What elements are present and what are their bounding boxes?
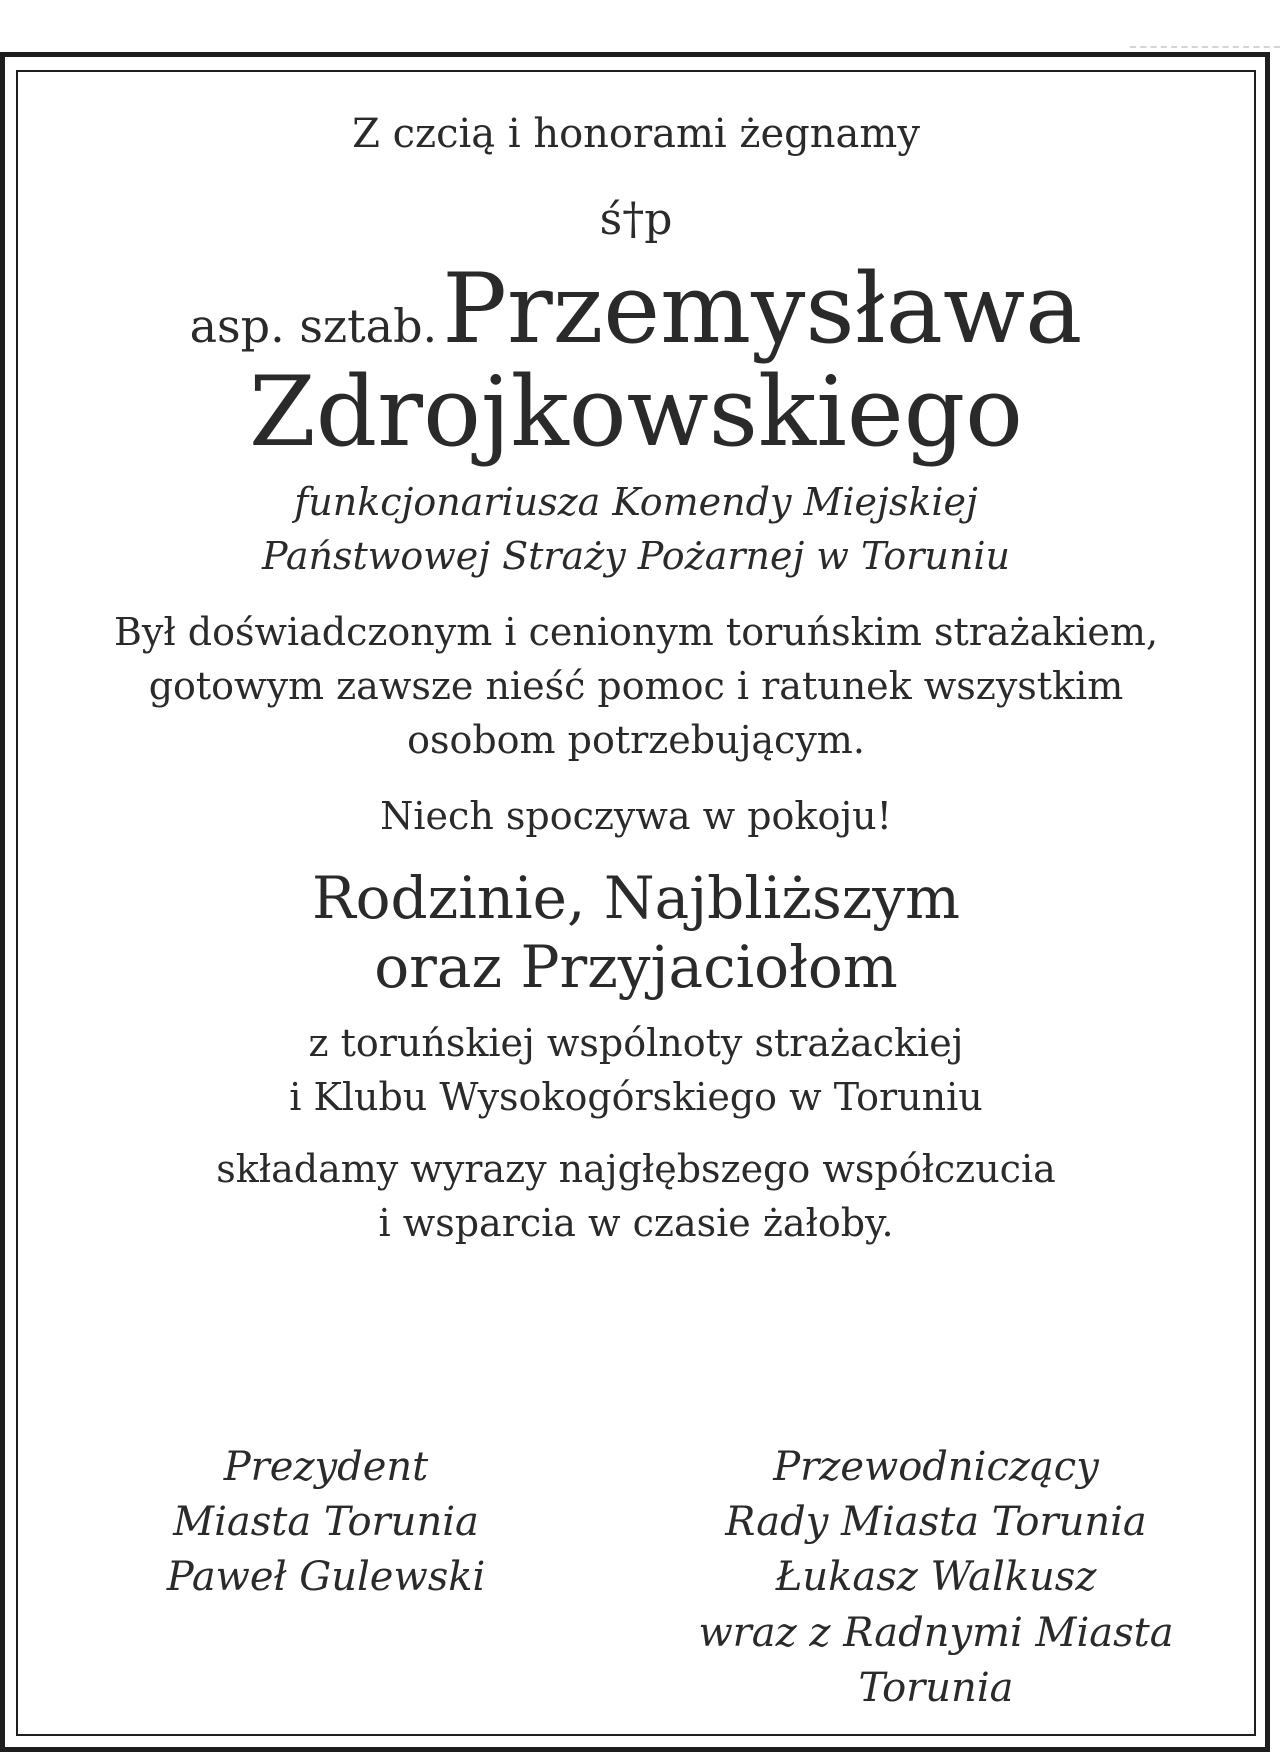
signature-council-chairman <box>676 1440 1196 1716</box>
condolence-line: składamy wyrazy najgłębszego współczucia <box>216 1146 1056 1191</box>
biography-text <box>16 606 1256 768</box>
role-description <box>16 476 1256 584</box>
signatures <box>16 1440 1256 1720</box>
group-line: i Klubu Wysokogórskiego w Toruniu <box>289 1074 983 1119</box>
stp-cross-symbol: ś†p <box>599 194 673 245</box>
signature-line: Prezydent <box>223 1444 429 1490</box>
signature-line: Przewodniczący <box>773 1444 1099 1490</box>
recipient-line: oraz Przyjaciołom <box>374 933 898 1002</box>
deceased-name <box>16 252 1256 468</box>
recipient-line: Rodzinie, Najbliższym <box>311 863 961 932</box>
condolence-groups <box>16 1017 1256 1125</box>
signature-line: Łukasz Walkusz <box>775 1554 1097 1601</box>
signature-line: wraz z Radnymi Miasta <box>698 1609 1174 1656</box>
first-name: Przemysława <box>442 252 1083 365</box>
signature-line: Miasta Torunia <box>173 1499 479 1546</box>
bio-line: gotowym zawsze nieść pomoc i ratunek wszystkim <box>148 664 1124 709</box>
condolence-message <box>16 1143 1256 1251</box>
signature-mayor <box>136 1440 516 1606</box>
rest-in-peace-text: Niech spoczywa w pokoju! <box>380 794 892 839</box>
obituary-notice <box>16 70 1256 1711</box>
last-name: Zdrojkowskiego <box>249 355 1023 468</box>
signature-line: Torunia <box>858 1664 1014 1711</box>
condolence-line: i wsparcia w czasie żałoby. <box>378 1200 894 1245</box>
condolence-recipients <box>16 864 1256 1003</box>
intro-text: Z czcią i honorami żegnamy <box>352 111 920 157</box>
group-line: z toruńskiej wspólnoty strażackiej <box>308 1020 964 1065</box>
bio-line: Był doświadczonym i cenionym toruńskim strażakiem, <box>113 610 1159 655</box>
signature-line: Paweł Gulewski <box>166 1554 486 1601</box>
role-line: Państwowej Straży Pożarnej w Toruniu <box>262 534 1010 579</box>
rank-text: asp. sztab. <box>189 298 438 353</box>
bio-line: osobom potrzebującym. <box>407 718 865 763</box>
top-edge-dashes <box>1130 46 1280 50</box>
role-line: funkcjonariusza Komendy Miejskiej <box>294 480 978 525</box>
signature-line: Rady Miasta Torunia <box>725 1499 1147 1546</box>
